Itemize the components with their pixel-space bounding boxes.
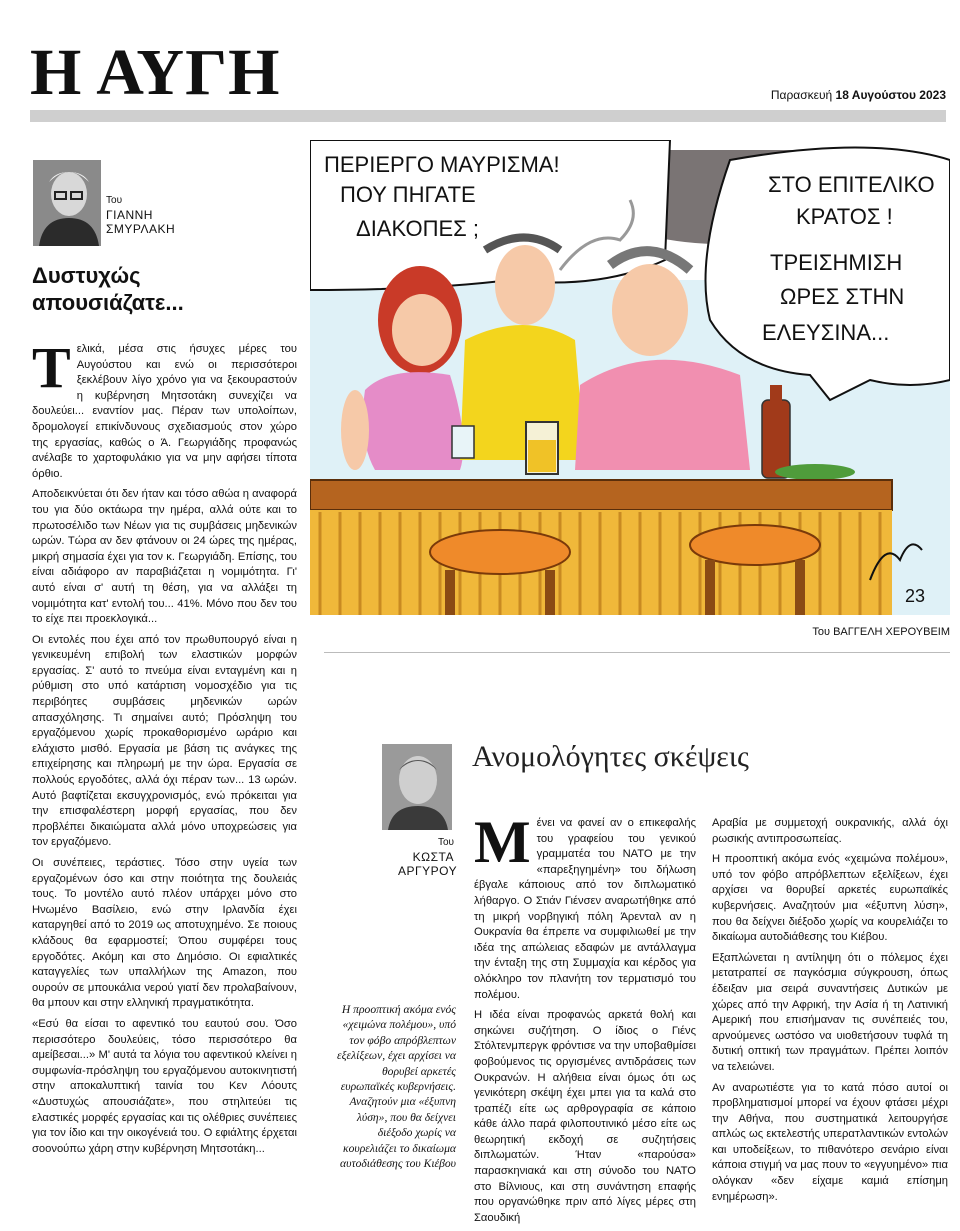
article2-paragraph-2: Η ιδέα είναι προφανώς αρκετά θολή και σηκώνει συζήτηση. Ο ίδιος ο Γιένς Στόλτενμπεργκ φρόντισε να την υποβαθμίσει φοβούμενος τις οργισμένες αντιδράσεις των Ουκρανών. Η αλήθεια είναι όμως ότι ως γενικότερη σκέψη έχει μπει για τα καλά στο τραπέζι είτε ως αρθρογραφία σε κάποιο κάθε άλλο παρά φιλοπουτινικό μέσο είτε ως θεωρητική εκδοχή σε συζητήσεις διπλωματών. Ήταν «παρούσα» παρασκηνιακά και στη σύνοδο του ΝΑΤΟ στο Βίλνιους, και στη συνάντηση επαφής που οργανώθηκε πριν από λίγες μέρες στη Σαουδική	[474, 1009, 696, 1224]
bubble2-line4: ΩΡΕΣ ΣΤΗΝ	[780, 284, 905, 309]
headline-line-1: Δυστυχώς	[32, 263, 141, 288]
bubble2-line2: ΚΡΑΤΟΣ !	[796, 204, 893, 229]
portrait-icon	[33, 160, 101, 246]
article2-paragraph-3: Αραβία με συμμετοχή ουκρανικής, αλλά όχι ρωσικής αντιπροσωπείας.	[712, 817, 948, 845]
byline-prefix: Του	[106, 195, 123, 206]
bubble2-line3: ΤΡΕΙΣΗΜΙΣΗ	[770, 250, 903, 275]
issue-date-rest: 18 Αυγούστου 2023	[835, 88, 946, 102]
credit-name: ΒΑΓΓΕΛΗ ΧΕΡΟΥΒΕΙΜ	[833, 626, 950, 638]
newspaper-title: Η ΑΥΓΗ	[30, 36, 281, 109]
author-first-name: ΓΙΑΝΝΗ	[106, 208, 153, 222]
cartoon-credit	[600, 626, 950, 638]
bubble1-line3: ΔΙΑΚΟΠΕΣ ;	[356, 216, 479, 241]
article2-paragraph-6: Αν αναρωτιέστε για το κατά πόσο αυτοί οι προβληματισμοί μπορεί να έχουν φτάσει μέχρι την Αθήνα, που συστηματικά λειτουργήσε απλώς ως εκτελεστής υπεραтλαντικών εντολών και υποδείξεων, το πιθανότερο σενάριο είναι κάποια στιγμή να μας πουν το «εγγυημένο» πια ολόγκαν «δεν είχαμε καμιά επίσημη ενημέρωση».	[712, 1081, 948, 1203]
article1-headline	[32, 262, 292, 316]
article1-byline	[106, 194, 175, 236]
section-divider	[324, 652, 950, 653]
article2-paragraph-1: Μένει να φανεί αν ο επικεφαλής του γραφείου του γενικού γραμματέα του ΝΑΤΟ με την «παρεξηγημένη» του δήλωση έβγαλε κάποιους από τον διπλωματικό λήθαργο. Ο Στιάν Γιένσεν αναρωτήθηκε από τη μικρή νορβηγική πόλη Άρενταλ αν η Ουκρανία θα έπρεπε να συμφιλιωθεί με την ιδέα της απώλειας εδαφών με αντάλλαγμα την ένταξη της στη Συμμαχία και κέρδος για ολόκληρο τον πλανήτη τον τερματισμό του πολέμου.	[474, 809, 696, 1001]
article2-body-col2	[712, 816, 948, 1210]
header-rule	[30, 110, 946, 122]
bubble2-line5: ΕΛΕΥΣΙΝΑ...	[762, 320, 890, 345]
article1-paragraph-1: Τελικά, μέσα στις ήσυχες μέρες του Αυγούστου και ενώ οι περισσότεροι ξεκλέβουν λίγο χρόνο για να ξεκουραστούν η κυβέρνηση Μητσοτάκη συνεχίζει να δουλεύει... εναντίον μας. Πέραν των υπολοίπων, δρομολογεί επικίνδυνους σχεδιασμούς στον χώρο της εργασίας, καθώς ο Ά. Γεωργιάδης προφανώς ανέλαβε το χαρτοφυλάκιο για να μην αφήσει τίποτα όρθιο.	[32, 335, 297, 480]
author-last-name: ΣΜΥΡΛΑΚΗ	[106, 222, 176, 236]
portrait-icon	[382, 744, 452, 830]
author-photo-smyrlakis	[33, 160, 101, 246]
article2-headline: Ανομολόγητες σκέψεις	[472, 740, 749, 773]
article2-byline	[398, 836, 458, 878]
bubble2-line1: ΣΤΟ ΕΠΙΤΕΛΙΚΟ	[768, 172, 935, 197]
cartoon-signature-year: 23	[905, 586, 926, 606]
cartoon	[310, 140, 950, 615]
article1-body	[32, 335, 297, 1162]
bubble1-line2: ΠΟΥ ΠΗΓΑΤΕ	[340, 182, 476, 207]
article1-paragraph-2: Αποδεικνύεται ότι δεν ήταν και τόσο αθώα η αναφορά του για δύο οκτάωρα την ημέρα, αλλά ούτε και το πρωτοσέλιδο των Νέων για τις συμβάσεις μηδενικών ωρών. Τώρα αν δεν φτάνουν οι 24 ώρες της ημέρας, μικρή σημασία έχει για τον κ. Γεωργιάδη. Επίσης, του είναι αδιάφορο αν παραβιάζεται η νομιμότητα. Γι' αυτό είναι σ' αυτή τη θέση, για να αλλάξει τη νομιμότητα κατ' εντολή του... 41%. Μόνο που δεν του το είχε πει προεκλογικά...	[32, 488, 297, 626]
author-last-name: ΑΡΓΥΡΟΥ	[398, 864, 458, 878]
byline-prefix: Του	[437, 837, 454, 848]
dropcap: Μ	[474, 809, 531, 875]
article1-paragraph-4: Οι συνέπειες, τεράστιες. Τόσο στην υγεία των εργαζομένων όσο και στην ποιότητα της δουλειάς τους. Το μοντέλο αυτό πλέον υπάρχει μόνο στο Ηνωμένο Βασίλειο, ενώ στην Ιρλανδία έχει καταργηθεί από το 2019 ως αποτυχημένο. Σε ποιους κλάδους θα εφαρμοστεί; Όπου συμφέρει τους εργοδότες. Ακόμη και στο Δημόσιο. Οι εφιαλτικές καταγγελίες των υπαλλήλων της Amazon, που ουρούν σε μπουκάλια νερού γιατί δεν προλαβαίνουν, θα μπουν και στην ελληνική πραγματικότητα.	[32, 857, 297, 1010]
bubble1-line1: ΠΕΡΙΕΡΓΟ ΜΑΥΡΙΣΜΑ!	[324, 152, 560, 177]
article2-paragraph-4: Η προοπτική ακόμα ενός «χειμώνα πολέμου», υπό τον φόβο απρόβλεπτων εξελίξεων, έχει αρχίσει να θορυβεί αρκετές ευρωπαϊκές κυβερνήσεις. Αναζητούν μια «έξυπνη λύση», που θα δείχνει διέξοδο χωρίς να κουρελιάζει το δικαίωμα αυτοδιάθεσης του Κιέβου.	[712, 853, 948, 944]
article1-paragraph-5: «Εσύ θα είσαι το αφεντικό του εαυτού σου. Όσο περισσότερο δουλεύεις, τόσο περισσότερο θα αμείβεσαι...» Μ' αυτά τα λόγια του αφεντικού κλείνει η συμφωνία-πρόσληψη του εργαζόμενου αυτοκινητιστή στην αποκαλυπτική ταινία του Κεν Λόουτς «Δυστυχώς απουσιάζατε», που στηλιτεύει τις ελαστικές μορφές εργασίας και τις ολέθριες συνέπειες για τον ίδιο και την οικογένειά του. Ο εφιάλτης έρχεται σοονούπω χάρη στην κυβέρνηση Μητσοτάκη...	[32, 1017, 297, 1155]
credit-prefix: Του	[812, 626, 831, 638]
issue-date	[771, 88, 946, 102]
pullquote: Η προοπτική ακόμα ενός «χειμώνα πολέμου», υπό τον φόβο απρόβλεπτων εξελίξεων, έχει αρχίσει να θορυβεί αρκετές ευρωπαϊκές κυβερνήσεις. Αναζητούν μια «έξυπνη λύση», που θα δείχνει διέξοδο χωρίς να κουρελιάζει το δικαίωμα αυτοδιάθεσης του Κιέβου	[337, 1003, 456, 1171]
author-first-name: ΚΩΣΤΑ	[412, 850, 454, 864]
issue-date-day: Παρασκευή	[770, 88, 833, 102]
cartoon-illustration	[310, 140, 950, 615]
headline-line-2: απουσιάζατε...	[32, 290, 184, 315]
article2-body-col1	[474, 809, 696, 1231]
dropcap: Τ	[32, 335, 71, 400]
article1-paragraph-3: Οι εντολές που έχει από τον πρωθυπουργό είναι η γενικευμένη επιβολή των ελαστικών μορφών εργασίας. Σ' αυτό το πνεύμα είναι ενταγμένη και η ρύθμιση στο υπό κατάρτιση νομοσχέδιο για τις περιβόητες συμβάσεις μηδενικών ωρών απασχόλησης. Τι σημαίνει αυτό; Πρόσληψη του εργαζόμενου χωρίς προκαθορισμένο ωράριο και ελάχιστο μισθό. Εργασία με βάση τις ανάγκες της επιχείρησης και πληρωμή με την ώρα. Εργασία σε πολλούς εργοδότες, αλλά όχι πέραν των... 13 ωρών. Αυτό βαφτίζεται εκσυγχρονισμός, ενώ πρόκειται για την επισφαλέστερη μορφή εργασίας, που δεν προβλέπει δικαιώματα αλλά μόνο υποχρεώσεις για τον εργαζόμενο.	[32, 633, 297, 849]
author-photo-argyrou	[382, 744, 452, 830]
article2-paragraph-5: Εξαπλώνεται η αντίληψη ότι ο πόλεμος έχει μετατραπεί σε παγκόσμια σύγκρουση, όπως έδειξαν μια σειρά συναντήσεις Δυτικών με χώρες από την Αφρική, την Ασία ή τη Λατινική Αμερική που επισήμαναν τις συνέπειές του, αρνούμενες ωστόσο να υιοθετήσουν τυφλά τη δυτική οπτική των πραγμάτων. Πρέπει λοιπόν να τελειώνει.	[712, 951, 948, 1073]
